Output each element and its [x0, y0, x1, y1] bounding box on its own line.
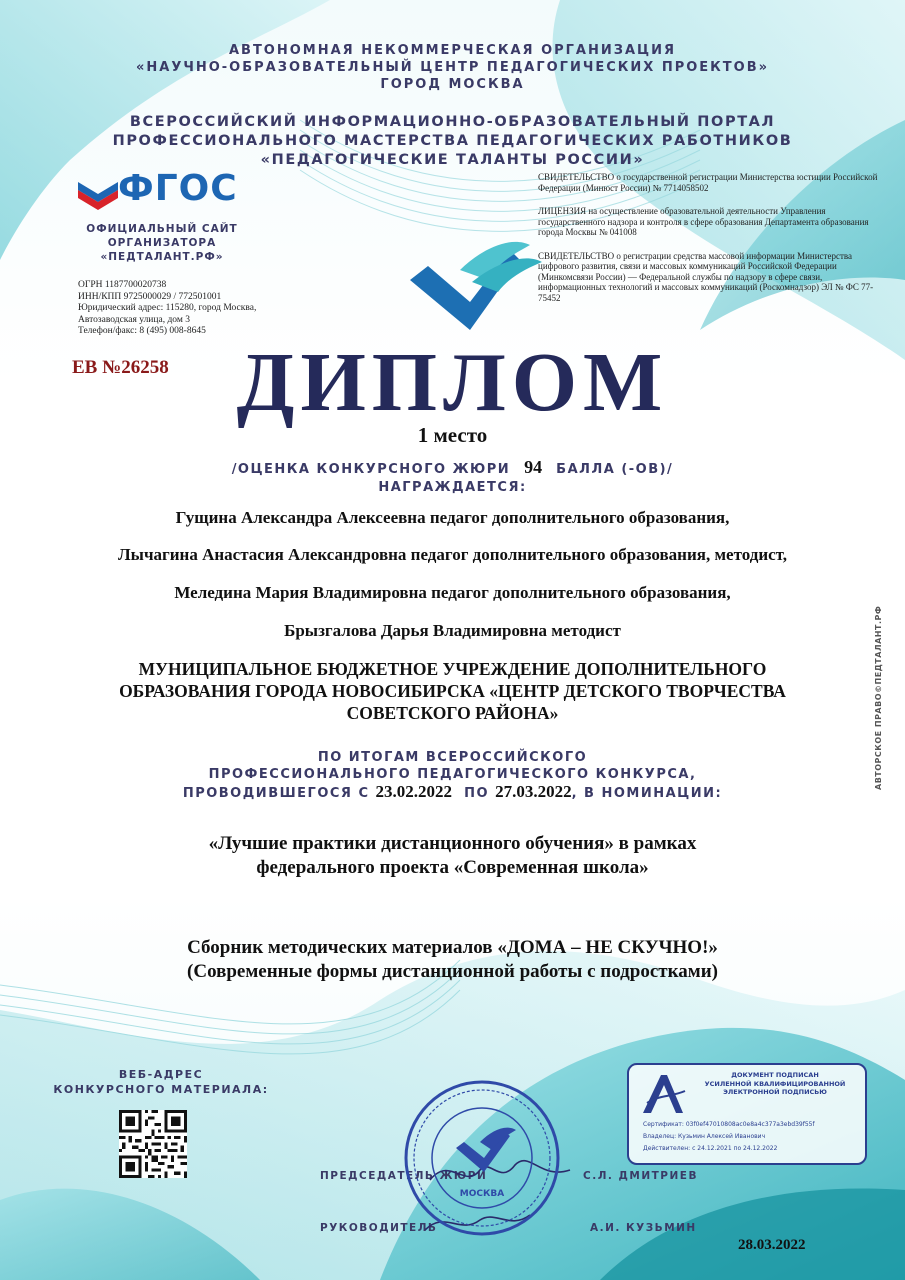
- fgos-logo-text: ФГОС: [118, 168, 238, 209]
- institution-name: [50, 658, 855, 724]
- nomination-line-2: федерального проекта «Современная школа»: [256, 857, 649, 878]
- reg-address: Юридический адрес: 115280, город Москва,: [78, 303, 257, 313]
- reg-inn: ИНН/КПП 9725000029 / 772501001: [78, 291, 222, 302]
- portal-header: [0, 113, 905, 170]
- head-role: РУКОВОДИТЕЛЬ: [320, 1222, 438, 1234]
- document-number: ЕВ №26258: [72, 357, 169, 378]
- qr-code[interactable]: [119, 1110, 187, 1178]
- fgos-chevron-icon: [78, 168, 118, 212]
- official-line-2: ОРГАНИЗАТОРА: [107, 237, 217, 249]
- institution-line-1: МУНИЦИПАЛЬНОЕ БЮДЖЕТНОЕ УЧРЕЖДЕНИЕ ДОПОЛНИТЕЛЬНОГО: [138, 659, 767, 679]
- portal-line-3: «ПЕДАГОГИЧЕСКИЕ ТАЛАНТЫ РОССИИ»: [260, 152, 645, 168]
- certificate-media: СВИДЕТЕЛЬСТВО о регистрации средства массовой информации Министерства цифрового развития, связи и массовых коммуникаций Российской Федерации (Минкомсвязи России) — Федеральной службы по надзору в сфере связи, информационных технологий и массовых коммуникаций (Роскомнадзор) ЭЛ № ФС 77-75452: [538, 250, 874, 303]
- results-line-3: [0, 783, 905, 802]
- web-line-1: ВЕБ-АДРЕС: [118, 1068, 204, 1081]
- official-site-label: [62, 222, 262, 264]
- org-line-3: ГОРОД МОСКВА: [380, 77, 525, 92]
- official-line-1: ОФИЦИАЛЬНЫЙ САЙТ: [86, 223, 238, 235]
- recipient-1: Гущина Александра Алексеевна педагог дополнительного образования,: [175, 508, 730, 527]
- fgos-logo: [78, 168, 258, 212]
- work-line-2: (Современные формы дистанционной работы с подростками): [187, 961, 718, 982]
- official-line-3: «ПЕДТАЛАНТ.РФ»: [100, 251, 224, 263]
- chair-name: С.Л. ДМИТРИЕВ: [583, 1170, 698, 1182]
- official-seal: [402, 1078, 562, 1238]
- work-title: [0, 936, 905, 984]
- copyright-vertical: АВТОРСКОЕ ПРАВО©ПЕДТАЛАНТ.РФ: [874, 605, 883, 790]
- date-from: 23.02.2022: [375, 782, 453, 801]
- signature-a-icon: [639, 1073, 687, 1115]
- portal-line-1: ВСЕРОССИЙСКИЙ ИНФОРМАЦИОННО-ОБРАЗОВАТЕЛЬНЫЙ ПОРТАЛ: [129, 114, 776, 130]
- jury-score: [0, 459, 905, 478]
- esign-certificate: Сертификат: 03f0ef47010808ac0e8a4c377a3ebd39f55f: [643, 1121, 815, 1128]
- certificates-info: [538, 172, 888, 316]
- esign-validity: Действителен: с 24.12.2021 по 24.12.2022: [643, 1145, 778, 1152]
- recipient-4: Брызгалова Дарья Владимировна методист: [284, 621, 621, 640]
- seal-hand-icon: [456, 1128, 516, 1172]
- org-line-1: АВТОНОМНАЯ НЕКОММЕРЧЕСКАЯ ОРГАНИЗАЦИЯ: [228, 43, 677, 58]
- institution-line-2: ОБРАЗОВАНИЯ ГОРОДА НОВОСИБИРСКА «ЦЕНТР ДЕТСКОГО ТВОРЧЕСТВА: [119, 681, 786, 701]
- results-line-1: ПО ИТОГАМ ВСЕРОССИЙСКОГО: [317, 750, 588, 765]
- electronic-signature-stamp: [627, 1063, 867, 1165]
- recipient-3: Меледина Мария Владимировна педагог дополнительного образования,: [174, 583, 731, 602]
- organization-header: [0, 42, 905, 93]
- institution-line-3: СОВЕТСКОГО РАЙОНА»: [346, 703, 559, 723]
- org-line-2: «НАУЧНО-ОБРАЗОВАТЕЛЬНЫЙ ЦЕНТР ПЕДАГОГИЧЕСКИХ ПРОЕКТОВ»: [135, 60, 770, 75]
- held-to-label: ПО: [464, 786, 490, 801]
- portal-line-2: ПРОФЕССИОНАЛЬНОГО МАСТЕРСТВА ПЕДАГОГИЧЕСКИХ РАБОТНИКОВ: [112, 133, 793, 149]
- reg-phone: Телефон/факс: 8 (495) 008-8645: [78, 326, 206, 336]
- head-name: А.И. КУЗЬМИН: [590, 1222, 697, 1234]
- chair-role: ПРЕДСЕДАТЕЛЬ ЖЮРИ: [320, 1170, 488, 1182]
- nomination-line-1: «Лучшие практики дистанционного обучения» в рамках: [208, 833, 697, 854]
- reg-ogrn: ОГРН 1187700020738: [78, 280, 167, 290]
- nomination-label: , В НОМИНАЦИИ:: [571, 786, 723, 801]
- diploma-title: ДИПЛОМ: [236, 336, 669, 429]
- esign-owner: Владелец: Кузьмин Алексей Иванович: [643, 1133, 766, 1140]
- date-to: 27.03.2022: [495, 782, 572, 801]
- score-value: 94: [524, 457, 543, 477]
- score-suffix: БАЛЛА (-ОВ)/: [556, 462, 674, 477]
- reg-street: Автозаводская улица, дом 3: [78, 314, 190, 325]
- work-line-1: Сборник методических материалов «ДОМА – НЕ СКУЧНО!»: [187, 937, 718, 958]
- esign-header: [691, 1071, 859, 1097]
- hand-emblem-icon: [410, 242, 542, 330]
- issue-date: 28.03.2022: [738, 1237, 806, 1253]
- seal-city-text: МОСКВА: [459, 1189, 505, 1199]
- awarded-label: НАГРАЖДАЕТСЯ:: [378, 480, 527, 495]
- held-from-label: ПРОВОДИВШЕГОСЯ С: [182, 786, 370, 801]
- contest-results: [0, 749, 905, 802]
- esign-header-3: ЭЛЕКТРОННОЙ ПОДПИСЬЮ: [723, 1088, 827, 1096]
- esign-header-1: ДОКУМЕНТ ПОДПИСАН: [731, 1071, 819, 1079]
- web-line-2: КОНКУРСНОГО МАТЕРИАЛА:: [53, 1083, 269, 1096]
- certificate-registration: СВИДЕТЕЛЬСТВО о государственной регистрации Министерства юстиции Российской Федерации (Минюст России) № 7714058502: [538, 172, 878, 193]
- certificate-license: ЛИЦЕНЗИЯ на осуществление образовательной деятельности Управления государственного надзора и контроля в сфере образования Департамента образования города Москвы № 041008: [538, 206, 869, 237]
- place: 1 место: [417, 423, 488, 447]
- nomination-text: [0, 832, 905, 880]
- web-address-label: [36, 1067, 286, 1097]
- score-prefix: /ОЦЕНКА КОНКУРСНОГО ЖЮРИ: [231, 462, 511, 477]
- recipient-2: Лычагина Анастасия Александровна педагог дополнительного образования, методист,: [118, 545, 787, 564]
- registration-info: [78, 280, 328, 338]
- esign-header-2: УСИЛЕННОЙ КВАЛИФИЦИРОВАННОЙ: [704, 1079, 846, 1088]
- results-line-2: ПРОФЕССИОНАЛЬНОГО ПЕДАГОГИЧЕСКОГО КОНКУРСА,: [208, 767, 697, 782]
